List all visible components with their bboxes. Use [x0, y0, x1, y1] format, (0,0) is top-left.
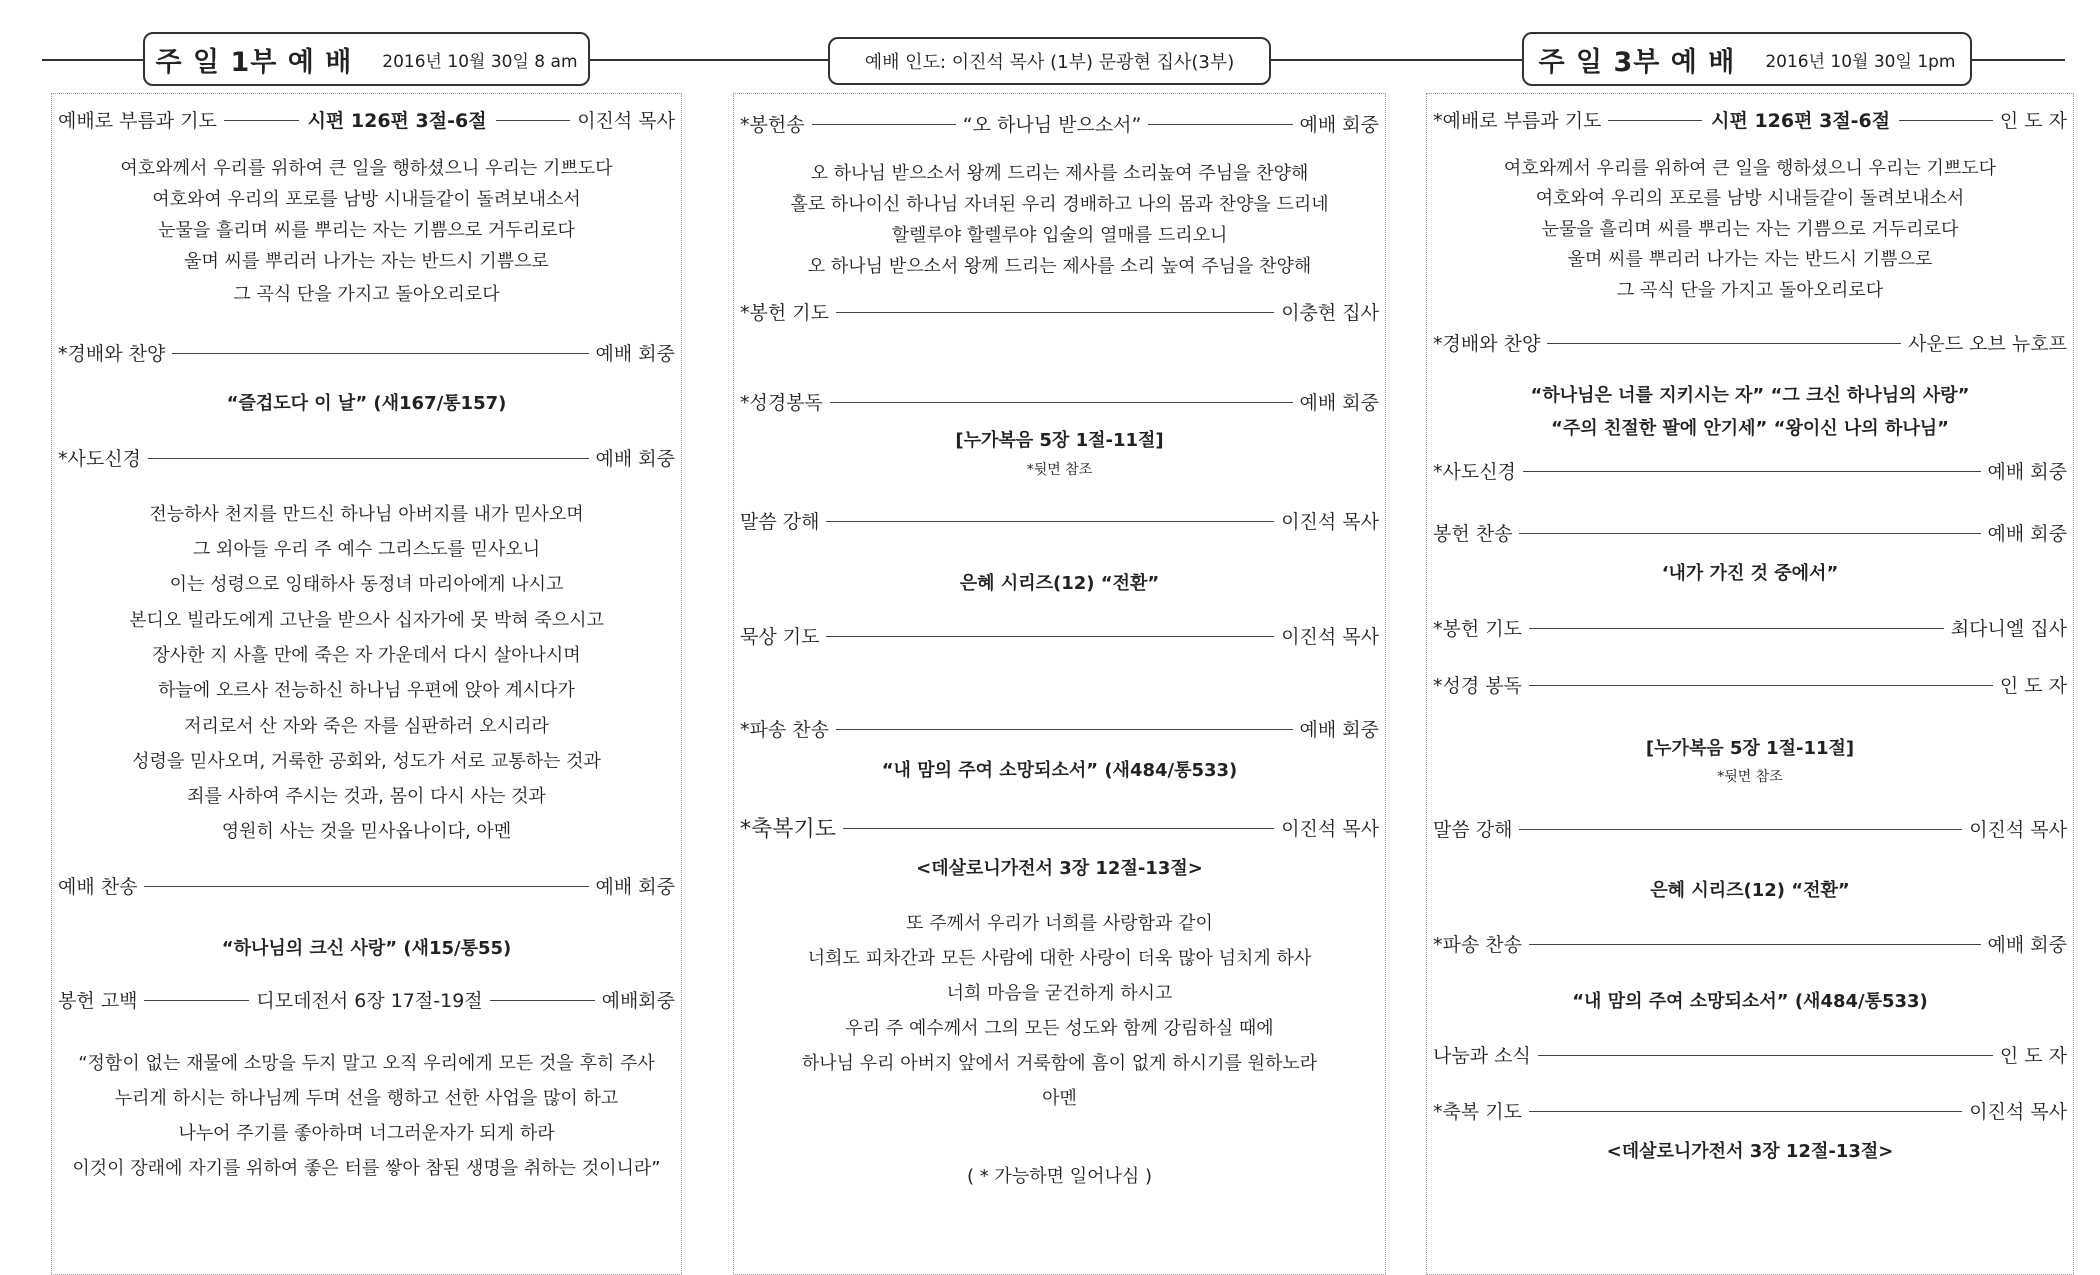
benediction-line: 너희도 피차간과 모든 사람에 대한 사랑이 더욱 많아 넘치게 하사 — [807, 948, 1312, 969]
leader-line — [836, 312, 1274, 313]
item-label: *봉헌송 — [740, 114, 805, 136]
benediction-line: 하나님 우리 아버지 앞에서 거룩함에 흠이 없게 하시기를 원하노라 — [801, 1053, 1318, 1074]
service1-header — [143, 32, 590, 86]
reading-note: *뒷면 참조 — [1026, 462, 1093, 478]
creed-row — [1433, 457, 2067, 484]
item-leader: 사운드 오브 뉴호프 — [1908, 333, 2067, 355]
offering-line: 나누어 주기를 좋아하며 너그러운자가 되게 하라 — [178, 1123, 555, 1144]
benediction-line: 우리 주 예수께서 그의 모든 성도와 함께 강림하실 때에 — [845, 1018, 1274, 1039]
offering-prayer-row — [1433, 614, 2067, 641]
item-leader: 예배회중 — [601, 990, 676, 1012]
anthem-title: “오 하나님 받으소서” — [962, 114, 1142, 136]
item-label: *축복기도 — [740, 817, 837, 842]
invocation-row — [58, 106, 675, 133]
item-leader: 최다니엘 집사 — [1950, 618, 2067, 640]
leader-line — [496, 120, 571, 121]
anthem-row — [740, 110, 1379, 137]
service3-title: 주 일 3부 예 배 — [1538, 46, 1736, 78]
leader-line — [148, 458, 589, 459]
item-label: 묵상 기도 — [740, 626, 820, 648]
item-label: *파송 찬송 — [1433, 934, 1522, 956]
worship-row — [58, 339, 675, 366]
item-label: 봉헌 찬송 — [1433, 523, 1513, 545]
psalm-line: 여호와께서 우리를 위하여 큰 일을 행하셨으니 우리는 기쁘도다 — [120, 158, 613, 179]
sermon-title: 은혜 시리즈(12) “전환” — [1650, 880, 1850, 901]
item-label: *봉헌 기도 — [740, 302, 829, 324]
leader-line — [843, 828, 1274, 829]
leader-line — [1523, 471, 1981, 472]
item-label: *사도신경 — [1433, 461, 1516, 483]
leader-line — [1519, 829, 1962, 830]
item-label: 말씀 강해 — [740, 511, 820, 533]
item-leader: 예배 회중 — [1987, 461, 2067, 483]
item-leader: 이진석 목사 — [1969, 819, 2067, 841]
leader-line — [1538, 1055, 1993, 1056]
sermon-row — [740, 507, 1379, 534]
leader-line — [1148, 124, 1292, 125]
psalm-line: 눈물을 흘리며 씨를 뿌리는 자는 기쁨으로 거두리로다 — [1541, 219, 1959, 240]
creed-line: 본디오 빌라도에게 고난을 받으사 십자가에 못 박혀 죽으시고 — [129, 610, 604, 631]
service3-date: 2016년 10월 30일 1pm — [1765, 51, 1956, 72]
benediction-line: 아멘 — [1042, 1088, 1077, 1109]
news-row — [1433, 1041, 2067, 1068]
leader-line — [144, 1000, 249, 1001]
item-leader: 예배 회중 — [595, 448, 675, 470]
reading-row — [740, 388, 1379, 415]
leader-line — [826, 521, 1274, 522]
benediction-row — [1433, 1097, 2067, 1124]
offering-line: 누리게 하시는 하나님께 두며 선을 행하고 선한 사업을 많이 하고 — [114, 1088, 619, 1109]
creed-line: 전능하사 천지를 만드신 하나님 아버지를 내가 믿사오며 — [149, 504, 584, 525]
leader-line — [1529, 944, 1981, 945]
reading-scripture: [누가복음 5장 1절-11절] — [955, 430, 1164, 451]
creed-line: 이는 성령으로 잉태하사 동정녀 마리아에게 나시고 — [169, 574, 564, 595]
offering-row — [58, 986, 675, 1013]
item-leader: 예배 회중 — [1987, 934, 2067, 956]
psalm-line: 그 곡식 단을 가지고 돌아오리로다 — [1616, 280, 1884, 301]
anthem-song: ‘내가 가진 것 중에서” — [1661, 563, 1839, 584]
item-label: *예배로 부름과 기도 — [1433, 110, 1602, 132]
hymn-row — [58, 872, 675, 899]
offering-line: 이것이 장래에 자기를 위하여 좋은 터를 쌓아 참된 생명을 취하는 것이니라” — [72, 1158, 661, 1179]
scripture-ref: 시편 126편 3절-6절 — [307, 110, 487, 132]
item-leader: 인 도 자 — [1999, 110, 2068, 132]
item-label: *축복 기도 — [1433, 1101, 1522, 1123]
item-label: 예배로 부름과 기도 — [58, 110, 217, 132]
middle-column — [733, 93, 1386, 1275]
benediction-scripture: <데살로니가전서 3장 12절-13절> — [916, 858, 1203, 879]
leader-line — [1529, 628, 1944, 629]
scripture-ref: 디모데전서 6장 17절-19절 — [256, 990, 483, 1012]
leader-line — [144, 886, 588, 887]
offering-prayer-row — [740, 298, 1379, 325]
leader-line — [224, 120, 299, 121]
benediction-scripture: <데살로니가전서 3장 12절-13절> — [1606, 1141, 1894, 1162]
item-label: 봉헌 고백 — [58, 990, 138, 1012]
creed-line: 하늘에 오르사 전능하신 하나님 우편에 앉아 계시다가 — [158, 680, 575, 701]
item-leader: 예배 회중 — [1987, 523, 2067, 545]
leaders-text: 예배 인도: 이진석 목사 (1부) 문광현 집사(3부) — [864, 52, 1235, 73]
item-label: *파송 찬송 — [740, 719, 829, 741]
closing-hymn-row — [1433, 930, 2067, 957]
item-label: *성경 봉독 — [1433, 675, 1522, 697]
leader-line — [1529, 685, 1993, 686]
closing-hymn-row — [740, 715, 1379, 742]
creed-row — [58, 444, 675, 471]
item-leader: 예배 회중 — [595, 343, 675, 365]
reading-note: *뒷면 참조 — [1717, 769, 1783, 785]
stand-note: ( * 가능하면 일어나심 ) — [966, 1166, 1153, 1187]
closing-hymn-song: “내 맘의 주여 소망되소서” (새484/통533) — [881, 760, 1238, 781]
invocation-row — [1433, 106, 2067, 133]
worship-row — [1433, 329, 2067, 356]
anthem-line: 오 하나님 받으소서 왕께 드리는 제사를 소리높여 주님을 찬양해 — [810, 163, 1309, 184]
leader-line — [830, 402, 1293, 403]
reading-row — [1433, 671, 2067, 698]
leader-line — [836, 729, 1293, 730]
anthem-line: 할렐루야 할렐루야 입술의 열매를 드리오니 — [891, 225, 1228, 246]
scripture-ref: 시편 126편 3절-6절 — [1711, 110, 1891, 132]
item-label: *봉헌 기도 — [1433, 618, 1522, 640]
item-leader: 이진석 목사 — [1281, 818, 1379, 840]
item-leader: 예배 회중 — [1299, 114, 1380, 136]
item-leader: 예배 회중 — [595, 876, 675, 898]
creed-line: 성령을 믿사오며, 거룩한 공회와, 성도가 서로 교통하는 것과 — [132, 751, 601, 772]
service1-title: 주 일 1부 예 배 — [155, 46, 353, 78]
service3-column — [1426, 93, 2074, 1275]
psalm-line: 울며 씨를 뿌리러 나가는 자는 반드시 기쁨으로 — [1567, 249, 1933, 270]
leader-line — [1519, 533, 1980, 534]
anthem-line: 홀로 하나이신 하나님 자녀된 우리 경배하고 나의 몸과 찬양을 드리네 — [790, 194, 1329, 215]
item-label: *성경봉독 — [740, 392, 823, 414]
leader-line — [1899, 120, 1993, 121]
leader-line — [1529, 1111, 1962, 1112]
worship-song: “즐겁도다 이 날” (새167/통157) — [226, 393, 507, 414]
silent-prayer-row — [740, 622, 1379, 649]
leader-line — [490, 1000, 595, 1001]
item-leader: 예배 회중 — [1299, 392, 1379, 414]
leader-line — [826, 636, 1274, 637]
service3-header — [1522, 32, 1972, 86]
psalm-line: 울며 씨를 뿌리러 나가는 자는 반드시 기쁨으로 — [184, 251, 549, 272]
benediction-line: 너희 마음을 굳건하게 하시고 — [946, 983, 1173, 1004]
item-leader: 인 도 자 — [1999, 1045, 2067, 1067]
item-label: *사도신경 — [58, 448, 141, 470]
worship-songs: “하나님은 너를 지키시는 자” “그 크신 하나님의 사랑” — [1530, 385, 1970, 406]
creed-line: 죄를 사하여 주시는 것과, 몸이 다시 사는 것과 — [187, 786, 546, 807]
hymn-song: “하나님의 크신 사랑” (새15/통55) — [221, 938, 512, 959]
item-leader: 이진석 목사 — [1969, 1101, 2067, 1123]
psalm-line: 그 곡식 단을 가지고 돌아오리로다 — [233, 284, 500, 305]
creed-line: 영원히 사는 것을 믿사옵나이다, 아멘 — [221, 821, 512, 842]
leader-line — [172, 353, 588, 354]
offering-line: “정함이 없는 재물에 소망을 두지 말고 오직 우리에게 모든 것을 후히 주사 — [78, 1053, 655, 1074]
item-leader: 이진석 목사 — [577, 110, 676, 132]
leaders-header — [828, 37, 1271, 85]
item-leader: 예배 회중 — [1299, 719, 1379, 741]
item-label: 말씀 강해 — [1433, 819, 1513, 841]
anthem-line: 오 하나님 받으소서 왕께 드리는 제사를 소리 높여 주님을 찬양해 — [807, 256, 1312, 277]
item-leader: 이진석 목사 — [1281, 626, 1379, 648]
item-label: *경배와 찬양 — [1433, 333, 1541, 355]
creed-line: 저리로서 산 자와 죽은 자를 심판하러 오시리라 — [184, 716, 549, 737]
closing-hymn-song: “내 맘의 주여 소망되소서” (새484/통533) — [1572, 991, 1928, 1012]
sermon-title: 은혜 시리즈(12) “전환” — [959, 573, 1160, 594]
psalm-line: 여호와여 우리의 포로를 남방 시내들같이 돌려보내소서 — [1535, 188, 1965, 209]
leader-line — [812, 124, 956, 125]
worship-songs: “주의 친절한 팔에 안기세” “왕이신 나의 하나님” — [1551, 418, 1949, 439]
benediction-line: 또 주께서 우리가 너희를 사랑함과 같이 — [906, 913, 1213, 934]
benediction-row — [740, 812, 1379, 843]
sermon-row — [1433, 815, 2067, 842]
anthem-row — [1433, 519, 2067, 546]
service1-column — [51, 93, 682, 1275]
leader-line — [1608, 120, 1702, 121]
psalm-line: 여호와께서 우리를 위하여 큰 일을 행하셨으니 우리는 기쁘도다 — [1503, 158, 1997, 179]
reading-scripture: [누가복음 5장 1절-11절] — [1645, 738, 1855, 759]
psalm-line: 여호와여 우리의 포로를 남방 시내들같이 돌려보내소서 — [152, 189, 581, 210]
service1-date: 2016년 10월 30일 8 am — [382, 51, 578, 72]
item-leader: 이충현 집사 — [1281, 302, 1379, 324]
item-label: *경배와 찬양 — [58, 343, 166, 365]
leader-line — [1547, 343, 1901, 344]
creed-line: 그 외아들 우리 주 예수 그리스도를 믿사오니 — [192, 539, 541, 560]
psalm-line: 눈물을 흘리며 씨를 뿌리는 자는 기쁨으로 거두리로다 — [158, 220, 575, 241]
item-label: 나눔과 소식 — [1433, 1045, 1531, 1067]
item-leader: 인 도 자 — [1999, 675, 2067, 697]
item-label: 예배 찬송 — [58, 876, 138, 898]
creed-line: 장사한 지 사흘 만에 죽은 자 가운데서 다시 살아나시며 — [152, 645, 581, 666]
item-leader: 이진석 목사 — [1281, 511, 1379, 533]
